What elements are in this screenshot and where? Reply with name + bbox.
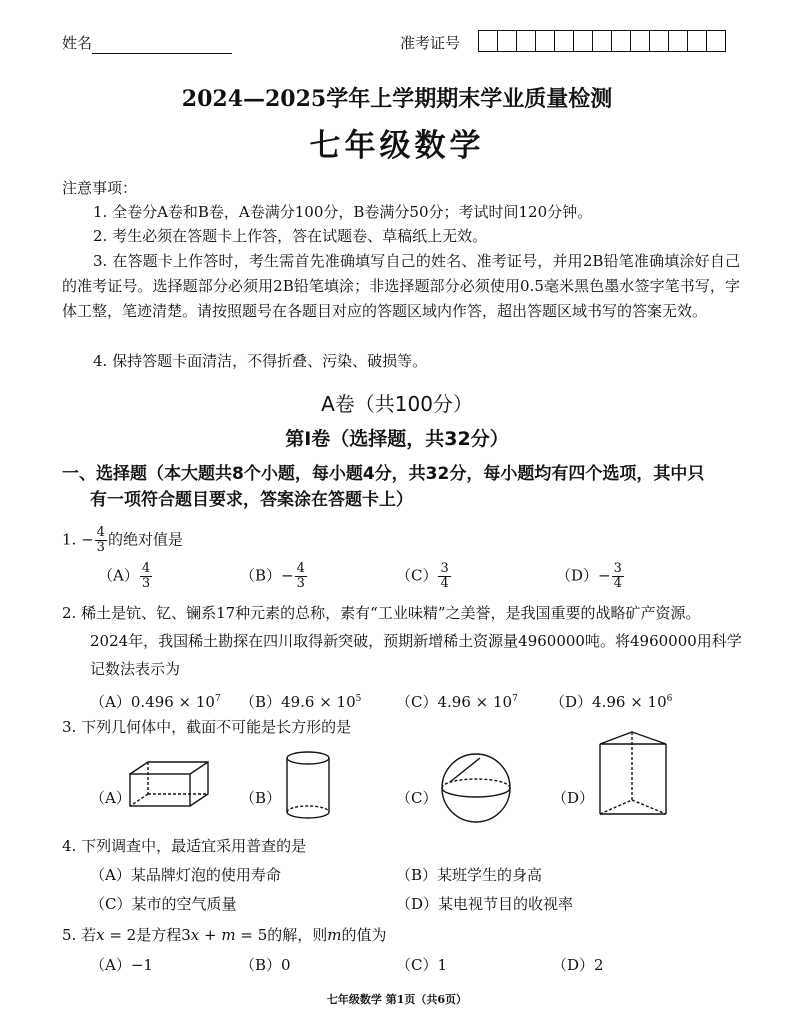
q5-option-a[interactable]: （A）−1 <box>90 956 153 974</box>
q2-option-b[interactable]: $(B)49.6 \times 10^5$ <box>240 693 362 711</box>
q5-option-b[interactable]: （B）0 <box>240 956 291 974</box>
page-footer: 七年级数学 第1页（共6页） <box>326 993 468 1006</box>
q4-option-a[interactable]: （A）某品牌灯泡的使用寿命 <box>90 866 281 884</box>
note-1: 1. 全卷分A卷和B卷，A卷满分100分，B卷满分50分；考试时间120分钟。 <box>93 203 593 221</box>
instructions-line-1: 一、选择题（本大题共8个小题，每小题4分，共32分，每小题均有四个选项，其中只 <box>62 464 705 484</box>
q3-option-d[interactable]: （D） <box>552 789 595 807</box>
q2-option-d[interactable]: $(D)4.96 \times 10^6$ <box>550 693 673 711</box>
q5-option-d[interactable]: （D）2 <box>552 956 604 974</box>
question-2-stem-line-3: 记数法表示为 <box>90 660 181 678</box>
exam-id-boxes[interactable] <box>478 30 726 52</box>
q1-option-c[interactable]: （C） $\frac{3}{4}$ <box>396 561 449 591</box>
name-label: 姓名 <box>62 34 93 52</box>
exam-subject: 七年级数学 <box>309 128 485 164</box>
part-one-heading: 第Ⅰ卷（选择题，共32分） <box>285 428 509 450</box>
cylinder-figure <box>284 750 332 822</box>
q1-option-a[interactable]: （A） $\frac{4}{3}$ <box>98 561 151 591</box>
instructions-line-2: 有一项符合题目要求，答案涂在答题卡上） <box>90 490 413 510</box>
q2-option-c[interactable]: $(C)4.96 \times 10^7$ <box>396 693 518 711</box>
q1-number: 1. <box>62 530 77 549</box>
section-a-heading: A卷（共100分） <box>321 392 473 416</box>
q5-option-c[interactable]: （C）1 <box>396 956 448 974</box>
q1-option-d[interactable]: （D）− $\frac{3}{4}$ <box>556 561 622 591</box>
note-2: 2. 考生必须在答题卡上作答，答在试题卷、草稿纸上无效。 <box>93 227 488 245</box>
cuboid-figure <box>128 760 210 808</box>
question-2-stem-line-2: 2024年，我国稀土勘探在四川取得新突破，预期新增稀土资源量4960000吨。将4960000用科学 <box>90 632 742 650</box>
question-4-stem: 4. 下列调查中，最适宜采用普查的是 <box>62 837 307 855</box>
note-4: 4. 保持答题卡面清洁，不得折叠、污染、破损等。 <box>93 352 428 370</box>
sphere-figure <box>440 752 512 824</box>
triangular-prism-figure <box>598 730 670 820</box>
question-1-stem <box>62 526 183 555</box>
question-3-stem: 3. 下列几何体中，截面不可能是长方形的是 <box>62 718 352 736</box>
q3-option-c[interactable]: （C） <box>396 789 438 807</box>
q3-option-a[interactable]: （A） <box>90 789 131 807</box>
q4-option-c[interactable]: （C）某市的空气质量 <box>90 895 237 913</box>
exam-title: 2024—2025学年上学期期末学业质量检测 <box>181 86 613 112</box>
q4-option-b[interactable]: （B）某班学生的身高 <box>396 866 543 884</box>
exam-id-label: 准考证号 <box>400 34 461 52</box>
q1-option-b[interactable]: （B）− $\frac{4}{3}$ <box>240 561 305 591</box>
notes-heading: 注意事项： <box>62 179 138 197</box>
question-2-stem-line-1: 2. 稀土是钪、钇、镧系17种元素的总称，素有“工业味精”之美誉，是我国重要的战略矿产资源。 <box>62 604 701 622</box>
name-field <box>62 32 232 54</box>
note-3: 3. 在答题卡上作答时，考生需首先准确填写自己的姓名、准考证号，并用2B铅笔准确填涂好自己的准考证号。选择题部分必须用2B铅笔填涂；非选择题部分必须使用0.5毫米黑色墨水签字笔书写，字体工整，笔迹清楚。请按照题号在各题目对应的答题区域内作答，超出答题区域书写的答案无效。 <box>62 252 740 320</box>
q1-sign: − <box>81 530 94 549</box>
q2-option-a[interactable]: $(A)0.496 \times 10^7$ <box>90 693 221 711</box>
q1-fraction: $\frac{4}{3}$ <box>96 525 105 555</box>
q3-option-b[interactable]: （B） <box>240 789 282 807</box>
question-5-stem: 5. 若x = 2是方程3x + m = 5的解，则m的值为 <box>62 926 387 944</box>
name-underline[interactable] <box>92 38 232 54</box>
q1-text: 的绝对值是 <box>107 530 183 549</box>
q4-option-d[interactable]: （D）某电视节目的收视率 <box>396 895 574 913</box>
